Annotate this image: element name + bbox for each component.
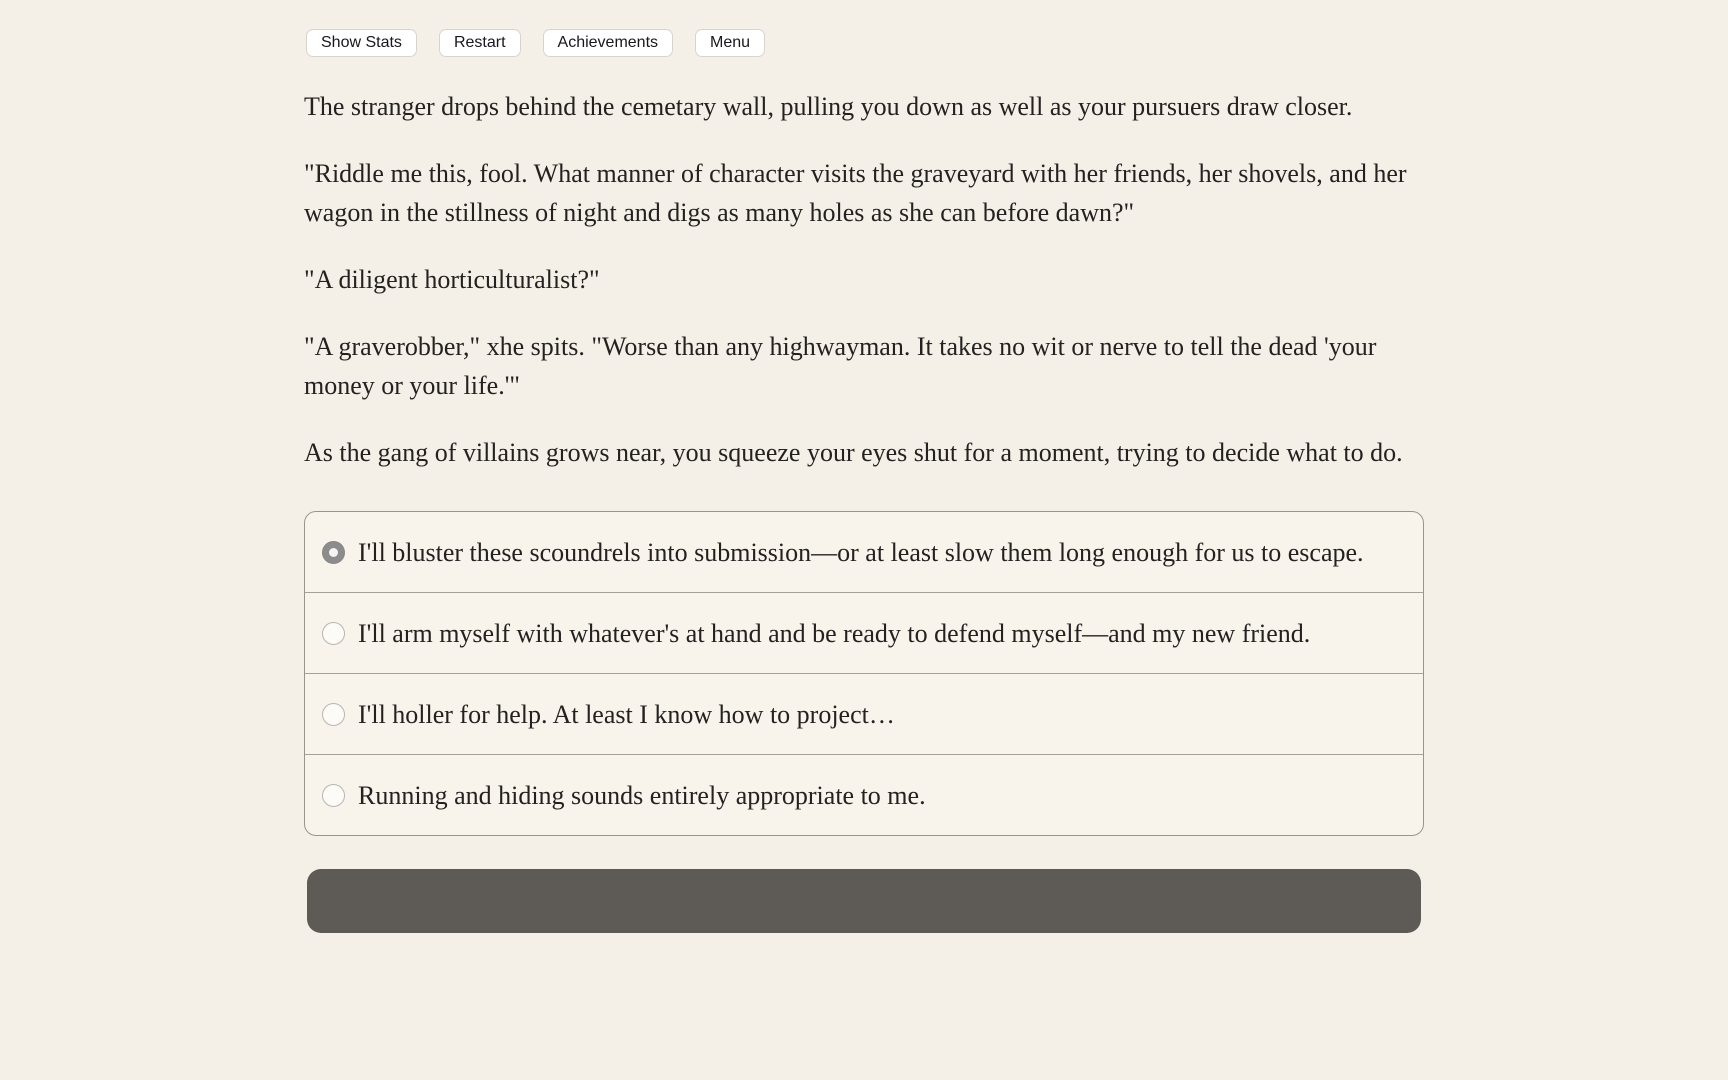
story-text (304, 87, 1424, 472)
choice-option-label: Running and hiding sounds entirely appropriate to me. (358, 781, 926, 811)
choice-option-3[interactable] (305, 673, 1423, 754)
achievements-button[interactable]: Achievements (543, 29, 674, 57)
radio-button-icon[interactable] (322, 784, 345, 807)
choice-option-label: I'll arm myself with whatever's at hand and be ready to defend myself—and my new friend. (358, 619, 1311, 649)
radio-button-icon[interactable] (322, 703, 345, 726)
menu-button[interactable]: Menu (695, 29, 765, 57)
radio-button-icon[interactable] (322, 541, 345, 564)
choice-option-2[interactable] (305, 592, 1423, 673)
radio-button-icon[interactable] (322, 622, 345, 645)
choice-option-label: I'll bluster these scoundrels into submission—or at least slow them long enough for us to escape. (358, 538, 1364, 568)
next-button[interactable] (307, 869, 1421, 933)
choice-list (304, 511, 1424, 836)
choice-option-1[interactable] (305, 512, 1423, 592)
choice-option-label: I'll holler for help. At least I know how to project… (358, 700, 895, 730)
choice-option-4[interactable] (305, 754, 1423, 835)
story-paragraph: "A diligent horticulturalist?" (304, 265, 600, 295)
toolbar (306, 29, 1424, 57)
story-paragraph: "Riddle me this, fool. What manner of character visits the graveyard with her friends, her shovels, and her wagon in the stillness of night and digs as many holes as she can before dawn?" (304, 159, 1407, 228)
show-stats-button[interactable]: Show Stats (306, 29, 417, 57)
game-page (304, 0, 1424, 933)
story-paragraph: As the gang of villains grows near, you squeeze your eyes shut for a moment, trying to decide what to do. (304, 438, 1403, 468)
restart-button[interactable]: Restart (439, 29, 521, 57)
story-paragraph: "A graverobber," xhe spits. "Worse than any highwayman. It takes no wit or nerve to tell the dead 'your money or your life.'" (304, 332, 1377, 401)
story-paragraph: The stranger drops behind the cemetary wall, pulling you down as well as your pursuers draw closer. (304, 92, 1353, 122)
